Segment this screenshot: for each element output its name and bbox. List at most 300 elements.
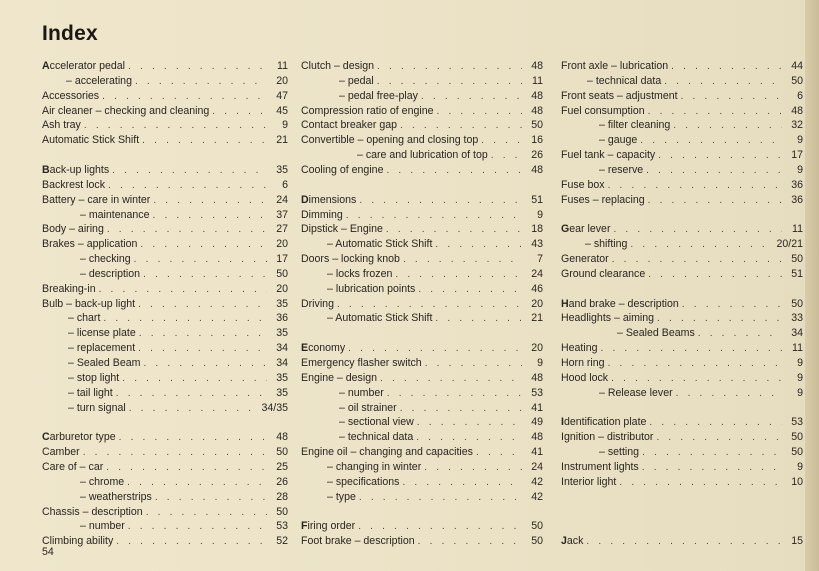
index-entry <box>561 267 803 282</box>
index-entry-page: 15 <box>791 535 803 548</box>
index-entry-page: 18 <box>531 223 543 236</box>
dot-leader <box>358 519 522 534</box>
index-entry-page: 10 <box>791 475 803 488</box>
index-entry-label <box>42 282 96 297</box>
dot-leader <box>119 430 267 445</box>
index-entry-label <box>301 534 415 549</box>
index-entry <box>339 401 543 416</box>
index-entry-label <box>42 460 103 475</box>
dot-leader <box>608 178 782 193</box>
index-entry <box>339 415 543 430</box>
dot-leader <box>664 74 782 89</box>
index-entry-text: Camber <box>42 446 80 459</box>
index-entry <box>327 490 543 505</box>
index-entry-page: 51 <box>791 267 803 280</box>
index-entry-label <box>599 118 670 133</box>
index-entry-text: Horn ring <box>561 357 605 369</box>
index-entry-label <box>42 104 209 119</box>
index-entry-text: ack-up lights <box>49 163 110 176</box>
index-entry <box>80 490 288 505</box>
dot-leader <box>139 326 267 341</box>
index-entry-text: – oil strainer <box>339 401 397 414</box>
index-entry <box>80 267 288 282</box>
index-entry-page: 34 <box>791 327 803 340</box>
index-entry-text: Cooling of engine <box>301 163 384 176</box>
index-entry-text: – number <box>339 386 384 399</box>
dot-leader <box>491 148 522 163</box>
index-entry-label <box>80 519 125 534</box>
index-entry-label <box>80 208 150 223</box>
index-entry-label <box>42 505 143 520</box>
index-entry-text: Foot brake – description <box>301 535 415 548</box>
dot-leader <box>648 104 782 119</box>
index-entry-page: 9 <box>797 371 803 384</box>
dot-leader <box>611 371 782 386</box>
index-entry-page: 41 <box>531 446 543 459</box>
index-entry-page: 43 <box>531 238 543 251</box>
index-entry-label <box>561 252 609 267</box>
dot-leader <box>400 118 522 133</box>
dot-leader <box>682 297 782 312</box>
index-entry-page: 24 <box>531 460 543 473</box>
index-entry-label <box>561 222 610 237</box>
index-entry <box>42 297 288 312</box>
index-entry <box>561 297 803 312</box>
index-entry <box>301 534 543 549</box>
index-entry-initial: J <box>561 535 567 548</box>
index-entry-text: conomy <box>308 342 346 355</box>
index-entry <box>301 297 543 312</box>
index-entry-label <box>42 430 116 445</box>
index-entry-text: – technical data <box>339 431 414 444</box>
index-entry-text: Driving <box>301 297 334 310</box>
index-entry <box>327 460 543 475</box>
index-entry-text: Contact breaker gap <box>301 119 397 132</box>
index-entry-initial: C <box>42 431 50 444</box>
index-entry-label <box>42 59 125 74</box>
index-entry-text: – specifications <box>327 475 400 488</box>
dot-leader <box>346 208 522 223</box>
index-entry-text: – Automatic Stick Shift <box>327 312 433 325</box>
dot-leader <box>671 59 782 74</box>
index-entry-text: Accessories <box>42 89 100 102</box>
index-entry-label <box>561 178 605 193</box>
index-entry <box>301 341 543 356</box>
index-entry-page: 24 <box>276 193 288 206</box>
index-entry <box>42 460 288 475</box>
dot-leader <box>437 104 523 119</box>
index-entry <box>301 133 543 148</box>
index-entry-page: 16 <box>531 134 543 147</box>
dot-leader <box>140 237 267 252</box>
index-entry-page: 17 <box>791 149 803 162</box>
index-entry-text: – setting <box>599 446 640 459</box>
index-entry-text: Convertible – opening and closing top <box>301 134 479 147</box>
dot-leader <box>676 386 782 401</box>
index-entry <box>327 475 543 490</box>
index-entry <box>68 371 288 386</box>
index-entry-text: dentification plate <box>563 416 647 429</box>
index-entry-text: Doors – locking knob <box>301 253 400 266</box>
index-entry-text: Clutch – design <box>301 60 375 72</box>
index-entry <box>68 356 288 371</box>
index-entry-page: 20 <box>531 297 543 310</box>
dot-leader <box>435 311 522 326</box>
index-entry-page: 48 <box>531 163 543 176</box>
index-entry-text: – technical data <box>587 74 662 87</box>
index-entry-label <box>327 282 415 297</box>
index-entry-page: 50 <box>276 267 288 280</box>
index-entry-initial: H <box>561 297 569 310</box>
index-entry-page: 48 <box>531 104 543 117</box>
index-entry-page: 9 <box>282 119 288 132</box>
dot-leader <box>106 460 267 475</box>
dot-leader <box>417 415 522 430</box>
index-entry-text: Body – airing <box>42 223 104 236</box>
index-entry-label <box>301 59 374 74</box>
index-entry-text: – lubrication points <box>327 282 416 295</box>
index-entry-text: – care and lubrication of top <box>357 149 488 162</box>
index-entry-page: 50 <box>531 520 543 533</box>
index-entry <box>561 475 803 490</box>
dot-leader <box>143 267 267 282</box>
index-entry-label <box>80 490 152 505</box>
index-entry-label <box>80 267 140 282</box>
index-entry-page: 36 <box>791 178 803 191</box>
index-entry-label <box>301 222 383 237</box>
index-entry-page: 53 <box>791 416 803 429</box>
index-entry-label <box>561 297 679 312</box>
index-entry-page: 49 <box>531 416 543 429</box>
index-entry-label <box>327 490 356 505</box>
index-entry-text: Interior light <box>561 475 617 488</box>
dot-leader <box>648 193 782 208</box>
index-entry-label <box>301 208 343 223</box>
dot-leader <box>400 401 522 416</box>
index-entry-text: Care of – car <box>42 460 104 473</box>
dot-leader <box>142 133 267 148</box>
dot-leader <box>403 252 522 267</box>
index-entry <box>357 148 543 163</box>
index-entry-page: 50 <box>791 446 803 459</box>
index-entry-label <box>301 297 334 312</box>
index-entry <box>561 222 803 237</box>
index-entry <box>42 163 288 178</box>
dot-leader <box>425 356 522 371</box>
index-entry-page: 7 <box>537 253 543 266</box>
index-entry-page: 36 <box>791 193 803 206</box>
index-entry-page: 48 <box>531 60 543 72</box>
index-entry-text: arburetor type <box>49 431 116 444</box>
index-entry-text: iring order <box>307 520 356 533</box>
index-entry <box>42 104 288 119</box>
index-entry <box>561 534 803 549</box>
dot-leader <box>601 341 782 356</box>
index-entry-text: Breaking-in <box>42 282 96 295</box>
index-entry-text: – license plate <box>68 327 136 340</box>
index-entry-text: Engine oil – changing and capacities <box>301 446 473 459</box>
index-entry-text: Air cleaner – checking and cleaning <box>42 104 210 117</box>
index-entry <box>561 371 803 386</box>
index-entry-text: – sectional view <box>339 416 414 429</box>
index-entry-label <box>599 133 637 148</box>
index-entry-text: Bulb – back-up light <box>42 297 136 310</box>
index-entry-label <box>327 237 432 252</box>
dot-leader <box>138 341 267 356</box>
index-entry-text: Instrument lights <box>561 460 639 473</box>
index-entry-initial: E <box>301 342 309 355</box>
index-entry-text: – chart <box>68 312 101 325</box>
dot-leader <box>99 282 267 297</box>
dot-leader <box>135 74 267 89</box>
index-entry-page: 53 <box>276 520 288 533</box>
index-entry-page: 9 <box>537 357 543 369</box>
dot-leader <box>380 371 522 386</box>
index-entry <box>42 505 288 520</box>
index-entry-page: 11 <box>792 342 803 355</box>
index-entry-page: 42 <box>531 475 543 488</box>
dot-leader <box>421 89 522 104</box>
index-entry-page: 9 <box>797 134 803 147</box>
index-entry-text: – changing in winter <box>327 460 422 473</box>
index-entry-label <box>80 475 124 490</box>
dot-leader <box>418 282 522 297</box>
index-entry-page: 34/35 <box>261 401 288 414</box>
index-entry-label <box>68 311 100 326</box>
dot-leader <box>108 178 267 193</box>
index-entry-text: – Automatic Stick Shift <box>327 238 433 251</box>
index-entry <box>327 282 543 297</box>
index-entry <box>561 148 803 163</box>
index-entry-label <box>561 267 645 282</box>
index-entry <box>339 74 543 89</box>
dot-leader <box>153 208 268 223</box>
index-entry-label <box>68 356 140 371</box>
index-entry <box>301 118 543 133</box>
index-entry-label <box>587 74 661 89</box>
index-entry-label <box>561 148 655 163</box>
index-entry-text: Backrest lock <box>42 178 105 191</box>
index-entry-page: 44 <box>791 60 803 72</box>
index-entry-page: 20 <box>276 238 288 251</box>
index-entry <box>68 326 288 341</box>
dot-leader <box>348 341 522 356</box>
page-number: 54 <box>42 546 54 558</box>
dot-leader <box>646 163 782 178</box>
index-entry-page: 50 <box>276 446 288 459</box>
index-entry <box>68 386 288 401</box>
dot-leader <box>359 193 522 208</box>
index-entry <box>42 237 288 252</box>
index-entry-page: 33 <box>791 312 803 325</box>
index-entry-page: 25 <box>276 460 288 473</box>
dot-leader <box>143 356 267 371</box>
dot-leader <box>586 534 782 549</box>
index-entry-text: Engine – design <box>301 371 377 384</box>
dot-leader <box>673 118 782 133</box>
index-entry <box>66 74 288 89</box>
index-entry-text: – turn signal <box>68 401 126 414</box>
index-entry-label <box>561 311 654 326</box>
index-entry-page: 50 <box>791 253 803 266</box>
index-entry-text: – chrome <box>80 475 125 488</box>
index-entry <box>561 59 803 74</box>
index-entry-label <box>42 133 139 148</box>
index-entry <box>561 252 803 267</box>
index-entry-label <box>301 193 356 208</box>
dot-leader <box>128 59 267 74</box>
index-entry-page: 53 <box>531 386 543 399</box>
index-entry-label <box>327 311 432 326</box>
index-entry-page: 35 <box>276 371 288 384</box>
index-entry-label <box>68 386 113 401</box>
dot-leader <box>698 326 782 341</box>
index-entry-text: Generator <box>561 253 609 266</box>
index-entry-label <box>617 326 695 341</box>
dot-leader <box>657 311 782 326</box>
index-entry-label <box>301 133 478 148</box>
index-entry-label <box>561 356 605 371</box>
index-entry-label <box>68 326 136 341</box>
page-spine-edge <box>805 0 819 571</box>
index-entry-page: 9 <box>797 357 803 369</box>
index-entry-label <box>301 356 422 371</box>
index-entry-page: 20 <box>531 342 543 355</box>
index-entry-label <box>42 297 135 312</box>
index-entry-page: 11 <box>792 223 803 236</box>
index-entry-text: and brake – description <box>568 297 679 310</box>
index-entry-label <box>68 401 126 416</box>
index-entry-page: 24 <box>531 267 543 280</box>
index-entry-text: Climbing ability <box>42 535 114 548</box>
index-entry-page: 35 <box>276 297 288 310</box>
index-entry-page: 6 <box>282 178 288 191</box>
index-entry-text: Hood lock <box>561 371 609 384</box>
dot-leader <box>613 222 782 237</box>
index-entry-label <box>561 59 668 74</box>
index-entry-text: Emergency flasher switch <box>301 357 422 369</box>
dot-leader <box>608 356 782 371</box>
index-entry-label <box>301 252 400 267</box>
index-entry-page: 52 <box>276 535 288 548</box>
dot-leader <box>612 252 782 267</box>
index-entry-label <box>561 193 645 208</box>
index-entry-label <box>66 74 132 89</box>
index-entry-page: 9 <box>797 163 803 176</box>
index-entry <box>80 475 288 490</box>
index-entry-page: 26 <box>276 475 288 488</box>
index-entry-page: 27 <box>276 223 288 236</box>
index-entry-page: 34 <box>276 357 288 369</box>
dot-leader <box>640 133 782 148</box>
index-entry-text: Headlights – aiming <box>561 312 655 325</box>
dot-leader <box>116 534 267 549</box>
index-entry <box>561 415 803 430</box>
index-entry-text: – filter cleaning <box>599 119 671 132</box>
index-entry-text: ack <box>566 535 584 548</box>
dot-leader <box>377 74 522 89</box>
index-entry-text: Ground clearance <box>561 267 646 280</box>
index-entry-label <box>68 341 135 356</box>
dot-leader <box>681 89 782 104</box>
index-entry-page: 50 <box>791 297 803 310</box>
index-entry-page: 50 <box>791 431 803 444</box>
index-entry-text: – replacement <box>68 342 136 355</box>
index-entry-page: 36 <box>276 312 288 325</box>
index-entry <box>80 519 288 534</box>
index-entry-label <box>599 386 673 401</box>
index-entry <box>301 252 543 267</box>
index-entry-text: Fuses – replacing <box>561 193 645 206</box>
index-entry-text: – tail light <box>68 386 113 399</box>
index-entry-label <box>42 163 109 178</box>
index-entry-text: Battery – care in winter <box>42 193 151 206</box>
index-entry-page: 48 <box>531 371 543 384</box>
index-entry-page: 11 <box>277 60 288 72</box>
index-entry-page: 50 <box>276 505 288 518</box>
index-entry <box>68 401 288 416</box>
index-entry <box>42 282 288 297</box>
index-entry <box>301 193 543 208</box>
index-entry-page: 50 <box>531 119 543 132</box>
index-entry <box>561 193 803 208</box>
index-entry-text: Fuse box <box>561 178 605 191</box>
index-entry-text: ccelerator pedal <box>49 60 126 72</box>
index-entry-text: – pedal <box>339 74 374 87</box>
index-entry-text: – Sealed Beam <box>68 357 141 369</box>
dot-leader <box>476 445 522 460</box>
index-entry-page: 20/21 <box>776 238 803 251</box>
dot-leader <box>387 386 522 401</box>
index-entry <box>42 193 288 208</box>
dot-leader <box>122 371 267 386</box>
index-entry-text: Brakes – application <box>42 238 138 251</box>
dot-leader <box>359 490 522 505</box>
index-entry <box>301 59 543 74</box>
index-entry-label <box>301 445 473 460</box>
dot-leader <box>481 133 522 148</box>
index-entry <box>339 386 543 401</box>
dot-leader <box>138 297 267 312</box>
index-entry-page: 51 <box>531 193 543 206</box>
index-entry-initial: I <box>561 416 564 429</box>
index-entry <box>301 208 543 223</box>
index-entry <box>599 386 803 401</box>
dot-leader <box>395 267 522 282</box>
index-entry-text: – maintenance <box>80 208 150 221</box>
index-entry-label <box>561 89 678 104</box>
index-entry-label <box>42 237 137 252</box>
index-entry-initial: B <box>42 163 50 176</box>
index-entry-label <box>301 341 345 356</box>
dot-leader <box>212 104 267 119</box>
dot-leader <box>146 505 267 520</box>
index-entry-text: Heating <box>561 342 598 355</box>
dot-leader <box>84 118 267 133</box>
index-entry-label <box>42 445 80 460</box>
index-entry-label <box>301 519 355 534</box>
index-entry-text: Compression ratio of engine <box>301 104 434 117</box>
index-entry-initial: D <box>301 193 309 206</box>
index-entry-text: – reserve <box>599 163 644 176</box>
index-entry <box>599 118 803 133</box>
index-entry-text: – weatherstrips <box>80 490 152 503</box>
index-entry <box>561 89 803 104</box>
index-entry-text: Fuel consumption <box>561 104 645 117</box>
index-entry-label <box>42 193 150 208</box>
index-entry-label <box>561 430 653 445</box>
index-entry <box>301 356 543 371</box>
